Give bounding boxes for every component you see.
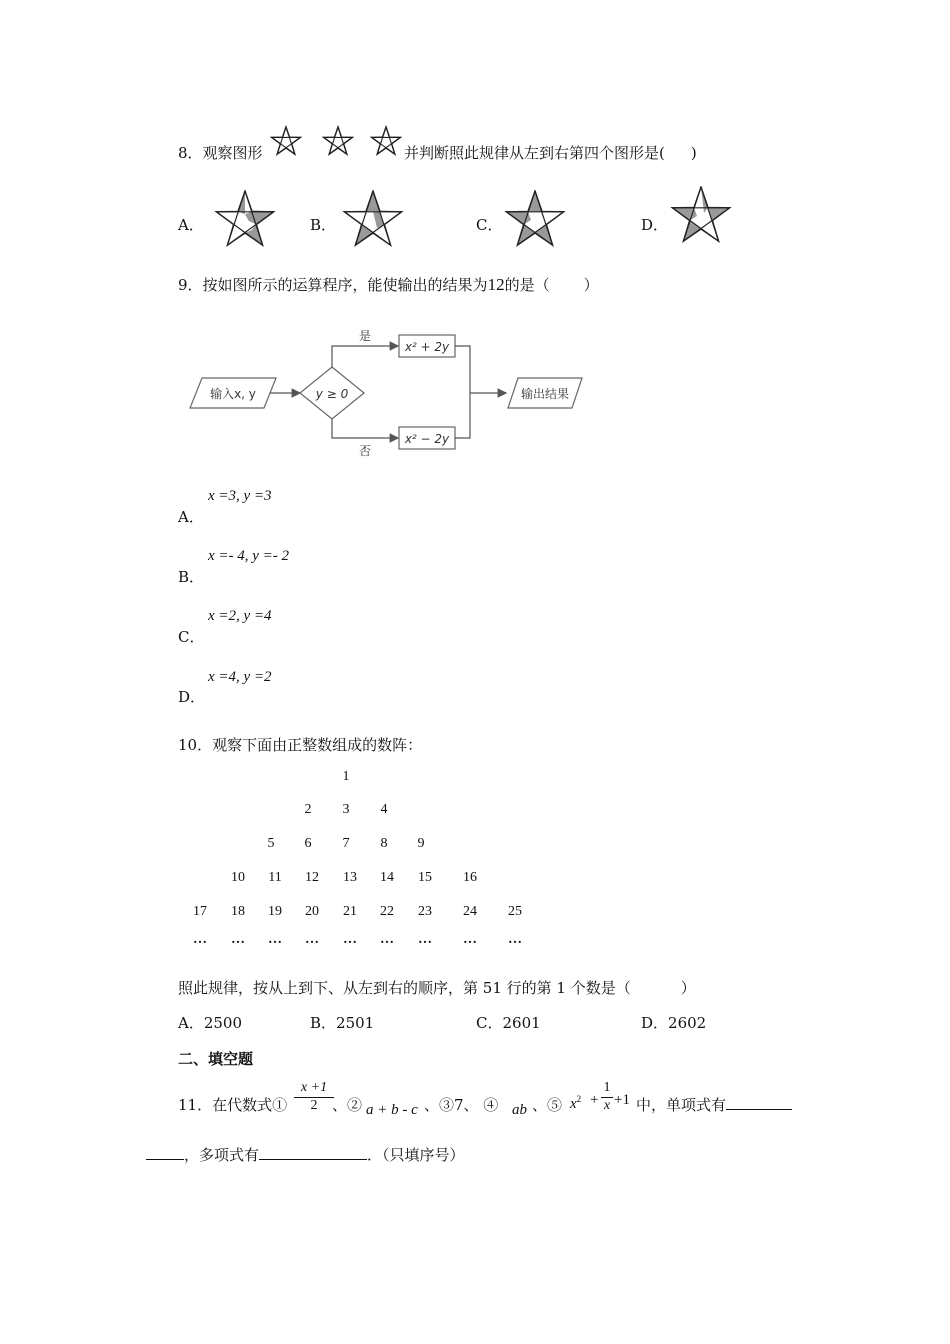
array-cell: 7 xyxy=(342,836,350,851)
array-ellipsis: … xyxy=(418,932,432,947)
q10-option-c-value: 2601 xyxy=(502,1014,541,1032)
flow-condition-text: y ≥ 0 xyxy=(315,387,349,401)
q8-option-d-label: D． xyxy=(641,216,669,234)
array-ellipsis: … xyxy=(231,932,245,947)
q9-option-c-expr: x =2, y =4 xyxy=(208,608,272,624)
q11-expr5-exponent: 2 xyxy=(576,1094,582,1104)
q10-option-b-value: 2501 xyxy=(336,1014,375,1032)
q11-blank-polynomial[interactable] xyxy=(259,1147,367,1160)
array-ellipsis: … xyxy=(508,932,522,947)
array-cell: 25 xyxy=(508,904,522,919)
q10-question-close: ） xyxy=(680,979,696,997)
q9-number: 9． xyxy=(178,276,203,294)
q10-option-d[interactable] xyxy=(641,1012,706,1033)
q8-option-b-label: B． xyxy=(310,216,337,234)
array-cell: 1 xyxy=(342,769,350,784)
array-cell: 4 xyxy=(380,802,388,817)
q11-frac5-denominator: x xyxy=(603,1098,611,1113)
array-cell: 6 xyxy=(304,836,312,851)
q10-option-d-value: 2602 xyxy=(668,1014,707,1032)
q8-bracket-close: ) xyxy=(690,144,697,162)
q11-expr5-x xyxy=(570,1094,581,1113)
q9-bracket-close: ） xyxy=(583,276,599,294)
q11-text-b: 中，单项式有 xyxy=(636,1096,727,1114)
array-cell: 9 xyxy=(417,836,425,851)
q11-expr4: ab xyxy=(512,1102,527,1118)
q11-sep3: 、⑤ xyxy=(532,1096,563,1114)
q9-text: 按如图所示的运算程序，能使输出的结果为 xyxy=(202,276,488,294)
q10-text: 观察下面由正整数组成的数阵： xyxy=(212,736,423,754)
q8-suffix-text: 并判断照此规律从左到右第四个图形是( xyxy=(404,144,665,162)
q8-option-d-star[interactable] xyxy=(668,186,734,246)
array-ellipsis: … xyxy=(268,932,282,947)
q9-text-end: 的是（ xyxy=(504,276,550,294)
array-cell: 8 xyxy=(380,836,388,851)
section-title: 二、填空题 xyxy=(178,1050,254,1068)
array-cell: 18 xyxy=(231,904,245,919)
q11-number: 11． xyxy=(178,1096,213,1114)
q8-option-c-label: C． xyxy=(476,216,503,234)
q9-option-d-label[interactable]: D． xyxy=(178,688,206,706)
q10-question-text: 照此规律，按从上到下、从左到右的顺序，第 51 行的第 1 个数是（ xyxy=(178,979,631,997)
q8-suffix xyxy=(404,142,697,163)
array-cell: 12 xyxy=(305,870,319,885)
q11-expr5-base: x xyxy=(570,1096,577,1112)
q8-option-b-star[interactable] xyxy=(340,190,406,250)
flow-top-expr-text: x² + 2y xyxy=(404,340,450,354)
q10-option-c-label: C． xyxy=(476,1014,503,1032)
array-cell: 10 xyxy=(231,870,245,885)
q11-text-b-line xyxy=(636,1094,792,1115)
q11-stem-start xyxy=(178,1094,287,1115)
array-ellipsis: … xyxy=(343,932,357,947)
array-cell: 23 xyxy=(418,904,432,919)
q10-option-a[interactable] xyxy=(178,1012,242,1033)
q11-frac5 xyxy=(601,1080,613,1114)
q9-flowchart xyxy=(180,320,600,460)
q11-expr2: a + b - c xyxy=(366,1102,418,1118)
q8-number: 8． xyxy=(178,144,203,162)
flow-input-text: 输入x, y xyxy=(210,387,256,401)
array-cell: 13 xyxy=(343,870,357,885)
q11-blank-monomial-2[interactable] xyxy=(146,1147,184,1160)
q9-option-b-expr: x =- 4, y =- 2 xyxy=(208,548,290,564)
q9-value: 12 xyxy=(487,275,505,294)
q10-option-b[interactable] xyxy=(310,1012,374,1033)
q8-star-2 xyxy=(324,127,353,154)
flow-yes-label: 是 xyxy=(358,329,372,343)
q8-prefix: 观察图形 xyxy=(202,144,263,162)
array-ellipsis: … xyxy=(463,932,477,947)
array-cell: 20 xyxy=(305,904,319,919)
q11-frac5-numerator: 1 xyxy=(601,1080,613,1098)
q9-option-b-label[interactable]: B． xyxy=(178,568,205,586)
q11-frac1 xyxy=(294,1080,334,1114)
array-ellipsis: … xyxy=(193,932,207,947)
array-cell: 16 xyxy=(463,870,477,885)
q8-option-c-star[interactable] xyxy=(502,190,568,250)
q8-pattern-stars xyxy=(268,124,408,160)
array-cell: 3 xyxy=(342,802,350,817)
q10-option-a-value: 2500 xyxy=(203,1014,243,1032)
array-cell: 24 xyxy=(463,904,477,919)
q9-option-a-label[interactable]: A． xyxy=(178,508,204,526)
q11-frac1-numerator: x +1 xyxy=(294,1080,334,1098)
q11-frac1-denominator: 2 xyxy=(310,1098,318,1113)
flow-no-label: 否 xyxy=(358,444,372,458)
array-cell: 11 xyxy=(268,870,282,885)
q10-option-d-label: D． xyxy=(641,1014,669,1032)
q10-number: 10． xyxy=(178,736,213,754)
q10-stem xyxy=(178,734,422,755)
array-cell: 17 xyxy=(193,904,207,919)
array-cell: 22 xyxy=(380,904,394,919)
q8-stem xyxy=(178,142,263,163)
flow-bottom-expr-text: x² − 2y xyxy=(404,432,450,446)
q8-option-a-label: A． xyxy=(178,216,204,234)
array-cell: 19 xyxy=(268,904,282,919)
q11-sep1: 、② xyxy=(332,1096,363,1114)
q10-option-c[interactable] xyxy=(476,1012,541,1033)
flow-output-text: 输出结果 xyxy=(520,387,570,401)
q11-line2-end: ．（只填序号） xyxy=(367,1146,465,1164)
array-cell: 2 xyxy=(304,802,312,817)
q10-question xyxy=(178,977,696,998)
q9-stem xyxy=(178,274,599,295)
q11-expr5-tail: +1 xyxy=(614,1092,630,1108)
q10-option-b-label: B． xyxy=(310,1014,337,1032)
array-cell: 15 xyxy=(418,870,432,885)
q11-blank-monomial-1[interactable] xyxy=(726,1097,792,1110)
q11-text-a: 在代数式① xyxy=(212,1096,288,1114)
q8-star-1 xyxy=(272,127,301,154)
array-cell: 5 xyxy=(267,836,275,851)
q11-line2-text: ，多项式有 xyxy=(184,1146,260,1164)
array-cell: 21 xyxy=(343,904,357,919)
array-cell: 14 xyxy=(380,870,394,885)
q11-expr5-plus: + xyxy=(590,1092,599,1108)
array-ellipsis: … xyxy=(380,932,394,947)
q9-option-a-expr: x =3, y =3 xyxy=(208,488,272,504)
q11-line2 xyxy=(146,1144,465,1165)
q8-star-3 xyxy=(372,127,401,154)
q9-option-d-expr: x =4, y =2 xyxy=(208,669,272,685)
q10-option-a-label: A． xyxy=(178,1014,204,1032)
q9-option-c-label[interactable]: C． xyxy=(178,628,205,646)
q8-option-a-star[interactable] xyxy=(212,190,278,250)
array-ellipsis: … xyxy=(305,932,319,947)
q11-sep2: 、③7、 ④ xyxy=(424,1096,499,1114)
